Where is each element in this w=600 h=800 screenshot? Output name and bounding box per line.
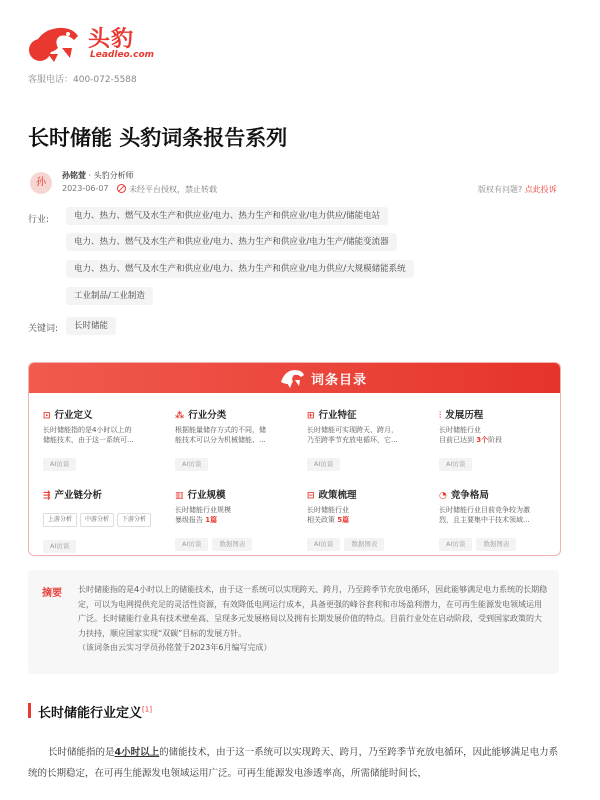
ai-interview-button[interactable]: AI访谈 — [307, 458, 340, 471]
item-desc — [175, 425, 303, 445]
item-desc-line: 乃至跨季节充放电循环，它... — [307, 436, 398, 444]
directory-item-scale[interactable] — [175, 487, 303, 551]
paragraph-text: 的储能技术，由于这一系统可以实现跨天、跨月，乃至跨季节充放电循环，因此能够满足电力系统的长期稳定，在可再生能源发电领域运用广泛。可再生能源发电渗透率高，所需储能时间长， — [28, 747, 559, 779]
industry-tag[interactable]: 电力、热力、燃气及水生产和供应业/电力、热力生产和供应业/电力供应/储能电站 — [66, 207, 388, 225]
abstract-note: （该词条由云实习学员孙铭萱于2023年6月编写完成） — [78, 643, 272, 652]
directory-title: 词条目录 — [311, 373, 368, 388]
features-icon: ⊞ — [307, 411, 315, 421]
directory-item-history[interactable] — [439, 407, 561, 471]
directory-header — [29, 363, 560, 393]
directory-item-definition[interactable] — [43, 407, 171, 471]
data-chart-button[interactable]: 数据图表 — [212, 538, 252, 551]
author-name: 孙铭萱 — [62, 171, 86, 180]
author-line — [62, 170, 134, 181]
copyright-notice — [117, 184, 217, 195]
item-desc — [307, 505, 435, 525]
section-title — [38, 702, 152, 721]
item-desc-line: 长时储能行业 — [439, 426, 481, 434]
paragraph-text: 长时储能指的是 — [48, 747, 115, 758]
history-icon: ⫶ — [439, 411, 442, 421]
author-role: · 头豹分析师 — [88, 171, 134, 180]
abstract-box — [28, 570, 559, 674]
publish-date: 2023-06-07 — [62, 184, 109, 193]
directory-item-classification[interactable] — [175, 407, 303, 471]
definition-icon: ⊡ — [43, 411, 51, 421]
policy-icon: ⊟ — [307, 491, 315, 501]
item-title: 政策梳理 — [318, 490, 357, 501]
abstract-text — [78, 583, 548, 656]
avatar: 孙 — [30, 172, 52, 194]
brand-url[interactable]: Leadleo.com — [90, 50, 155, 60]
bar-chart-icon: ▥ — [175, 491, 184, 501]
abstract-body: 长时储能指的是4小时以上的储能技术，由于这一系统可以实现跨天、跨月，乃至跨季节充放电循环，因此能够满足电力系统的长期稳定，可以为电网提供充足的灵活性资源，有效降低电网运行成本，具备更强的峰谷套利和市场盈利潜力，在可再生能源发电领域运用广泛。长时储能行业具有技术壁垒高、呈现多元发展格局以及拥有长期发展价值的特点。目前行业处在启动阶段，受到国家政策的大力扶持，顺应国家实现“双碳”目标的发展方针。 — [78, 585, 548, 638]
paragraph-emphasis: 4小时以上 — [114, 747, 160, 758]
leopard-logo-icon — [28, 18, 84, 66]
copyright-complaint — [478, 184, 557, 195]
directory-item-features[interactable] — [307, 407, 435, 471]
item-desc — [439, 505, 561, 525]
pie-chart-icon: ◔ — [439, 491, 447, 501]
item-desc-line: 烈，且主要集中于技术领域... — [439, 516, 530, 524]
classification-icon: ⁂ — [175, 411, 185, 421]
industry-tag[interactable]: 工业制品/工业制造 — [66, 287, 153, 305]
industry-tag[interactable]: 电力、热力、燃气及水生产和供应业/电力、热力生产和供应业/电力供应/大规模储能系统 — [66, 260, 414, 278]
item-desc — [307, 425, 435, 445]
item-desc-line: 储能技术，由于这一系统可... — [43, 436, 134, 444]
item-desc — [175, 505, 303, 525]
item-title: 行业特征 — [318, 410, 357, 421]
ai-interview-button[interactable]: AI访谈 — [43, 458, 76, 471]
complaint-link[interactable]: 点此投诉 — [524, 185, 557, 194]
item-desc-line: 能技术可以分为机械储能、... — [175, 436, 266, 444]
prohibited-icon — [117, 184, 126, 193]
directory-item-chain[interactable] — [43, 487, 171, 553]
ai-interview-button[interactable]: AI访谈 — [439, 458, 472, 471]
item-desc-line: 长时储能可实现跨天、跨月， — [307, 426, 398, 434]
ai-interview-button[interactable]: AI访谈 — [439, 538, 472, 551]
item-title: 产业链分析 — [54, 490, 103, 501]
item-title: 行业规模 — [187, 490, 226, 501]
industry-label: 行业: — [28, 215, 50, 225]
service-phone: 客服电话：400-072-5588 — [28, 75, 137, 85]
item-desc-line: 相关政策 — [307, 516, 338, 524]
leopard-logo-icon — [279, 366, 305, 390]
definition-paragraph — [28, 742, 559, 784]
policy-count: 5篇 — [337, 516, 350, 524]
midstream-chip[interactable]: 中游分析 — [80, 513, 114, 527]
ai-interview-button[interactable]: AI访谈 — [175, 458, 208, 471]
brand-name: 头豹 — [88, 27, 135, 52]
ai-interview-button[interactable]: AI访谈 — [307, 538, 340, 551]
section-reference[interactable]: [1] — [142, 705, 152, 714]
item-desc — [43, 425, 171, 445]
complaint-question: 版权有问题? — [478, 185, 523, 194]
directory-item-policy[interactable] — [307, 487, 435, 551]
item-desc-line: 目前已达到 — [439, 436, 477, 444]
item-title: 行业分类 — [188, 410, 227, 421]
item-title: 行业定义 — [54, 410, 93, 421]
item-desc-line: 暴级报告 — [175, 516, 206, 524]
data-chart-button[interactable]: 数据图表 — [476, 538, 516, 551]
item-title: 发展历程 — [445, 410, 484, 421]
item-desc-line: 根据能量储存方式的不同，储 — [175, 426, 266, 434]
industry-tag[interactable]: 电力、热力、燃气及水生产和供应业/电力、热力生产和供应业/电力生产/储能变流器 — [66, 233, 397, 251]
page-title: 长时储能 头豹词条报告系列 — [28, 126, 288, 150]
data-chart-button[interactable]: 数据图表 — [344, 538, 384, 551]
abstract-label: 摘要 — [42, 588, 62, 599]
ai-interview-button[interactable]: AI访谈 — [175, 538, 208, 551]
item-desc-line: 长时储能行业规模 — [175, 506, 231, 514]
stage-count: 3个 — [476, 436, 489, 444]
keyword-label: 关键词: — [28, 324, 59, 334]
item-desc-line: 长时储能指的是4小时以上的 — [43, 426, 132, 434]
upstream-chip[interactable]: 上游分析 — [43, 513, 77, 527]
section-title-text: 长时储能行业定义 — [38, 706, 143, 721]
ai-interview-button[interactable]: AI访谈 — [43, 540, 76, 553]
directory-card — [28, 362, 561, 556]
item-desc-line: 阶段 — [488, 436, 503, 444]
item-desc-line: 长时储能行业目前竞争较为激 — [439, 506, 530, 514]
directory-item-competition[interactable] — [439, 487, 561, 551]
report-count: 1篇 — [205, 516, 218, 524]
section-marker — [28, 703, 31, 718]
item-desc — [439, 425, 561, 445]
copyright-notice-text: 未经平台授权，禁止转载 — [129, 185, 217, 194]
chain-icon: ⇶ — [43, 491, 51, 501]
keyword-tag[interactable]: 长时储能 — [66, 317, 116, 335]
downstream-chip[interactable]: 下游分析 — [117, 513, 151, 527]
item-title: 竞争格局 — [450, 490, 489, 501]
item-desc-line: 长时储能行业 — [307, 506, 349, 514]
